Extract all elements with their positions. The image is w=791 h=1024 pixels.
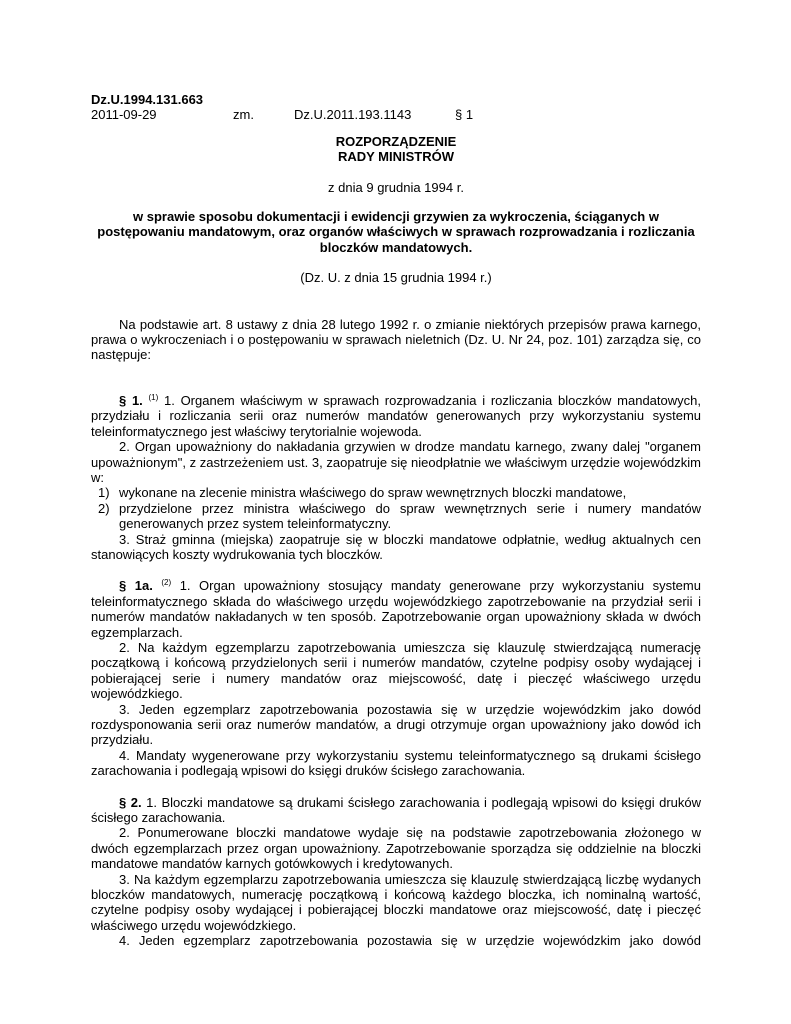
list-item-text: wykonane na zlecenie ministra właściwego do spraw wewnętrznych bloczki mandatowe, (119, 485, 627, 501)
list-item-text: przydzielone przez ministra właściwego do spraw wewnętrznych serie i numery mandatów generowanych przez system teleinformatyczny. (119, 500, 701, 532)
section-2-paragraph-3: 3. Na każdym egzemplarzu zapotrzebowania umieszcza się klauzulę stwierdzającą liczbę wydanych bloczków mandatowych, numerację początkową i końcową każdego bloczka, ich nominalną wartość, czytelne podpisy osoby wydającej i pobierającej bloczki mandatowe oraz miejscowość, datę i pieczęć właściwego urzędu wojewódzkiego. (91, 871, 701, 933)
title-line-2: RADY MINISTRÓW (337, 149, 455, 165)
document-subject: w sprawie sposobu dokumentacji i ewidencji grzywien za wykroczenia, ściąganych w postępowaniu mandatowym, oraz organów właściwych w sprawach rozprowadzania i rozliczania bloczków mandatowych. (97, 209, 695, 255)
section-1a-label: § 1a. (119, 578, 153, 594)
section-1a-paragraph-4: 4. Mandaty wygenerowane przy wykorzystaniu systemu teleinformatycznego są drukami ścisłego zarachowania i podlegają wpisowi do księgi druków ścisłego zarachowania. (91, 747, 701, 779)
section-1-text-1: 1. Organem właściwym w sprawach rozprowadzania i rozliczania bloczków mandatowych, przydziału i rozliczania serii oraz numerów mandatów generowanych przy wykorzystaniu systemu teleinformatycznego jest właściwy terytorialnie wojewoda. (91, 392, 701, 439)
section-1-label: § 1. (119, 392, 143, 408)
section-1-paragraph-1 (91, 393, 701, 439)
document-title (91, 134, 701, 165)
section-1 (91, 393, 701, 562)
preamble: Na podstawie art. 8 ustawy z dnia 28 lutego 1992 r. o zmianie niektórych przepisów prawa karnego, prawa o wykroczeniach i o postępowaniu w sprawach nieletnich (Dz. U. Nr 24, poz. 101) zarządza się, co następuje: (91, 316, 701, 363)
list-item (91, 485, 701, 500)
section-1a (91, 578, 701, 778)
list-item-number: 1) (98, 485, 110, 501)
journal-reference: Dz.U.1994.131.663 (91, 92, 204, 107)
section-1-paragraph-2: 2. Organ upoważniony do nakładania grzywien w drodze mandatu karnego, zwany dalej "organem upoważnionym", z zastrzeżeniem ust. 3, zaopatruje się nieodpłatnie we właściwym urzędzie wojewódzkim w: (91, 439, 701, 485)
publication-note: (Dz. U. z dnia 15 grudnia 1994 r.) (300, 270, 492, 286)
section-1-paragraph-3: 3. Straż gminna (miejska) zaopatruje się w bloczki mandatowe odpłatnie, według aktualnych cen stanowiących koszty wydrukowania tych bloczków. (91, 531, 701, 562)
amendment-date: 2011-09-29 (91, 107, 157, 123)
section-2-paragraph-2: 2. Ponumerowane bloczki mandatowe wydaje się na podstawie zapotrzebowania złożonego w dwóch egzemplarzach przez organ upoważniony. Zapotrzebowanie sporządza się oddzielnie na bloczki mandatowe mandatów karnych gotówkowych i kredytowanych. (91, 825, 701, 872)
amendment-row (91, 107, 701, 122)
section-1a-paragraph-2: 2. Na każdym egzemplarzu zapotrzebowania umieszcza się klauzulę stwierdzającą numerację początkową i końcową przydzielonych serii i numerów mandatów, czytelne podpisy osoby wydającej i pobierającej serie i numery mandatów oraz miejscowość, datę i pieczęć właściwego urzędu wojewódzkiego. (91, 639, 701, 702)
amendment-section: § 1 (455, 107, 474, 123)
issue-date: z dnia 9 grudnia 1994 r. (328, 179, 464, 195)
section-2-text-1: 1. Bloczki mandatowe są drukami ścisłego zarachowania i podlegają wpisowi do księgi druków ścisłego zarachowania. (91, 794, 701, 826)
section-1-list (91, 485, 701, 531)
amendment-label: zm. (233, 107, 254, 123)
section-2-label: § 2. (119, 794, 142, 810)
footnote-1-marker[interactable]: (1) (148, 392, 159, 402)
section-1a-paragraph-1 (91, 578, 701, 640)
footnote-2-marker[interactable]: (2) (161, 578, 172, 588)
list-item-number: 2) (98, 500, 110, 516)
document-header (91, 92, 701, 123)
section-2-paragraph-1 (91, 795, 701, 826)
list-item (91, 501, 701, 532)
title-line-1: ROZPORZĄDZENIE (335, 133, 457, 149)
section-1a-text-1: 1. Organ upoważniony stosujący mandaty generowane przy wykorzystaniu systemu teleinformatycznego składa do właściwego urzędu wojewódzkiego zapotrzebowanie na przydział serii i numerów mandatów nakładanych w ten sposób. Zapotrzebowanie organ upoważniony składa w dwóch egzemplarzach. (91, 578, 701, 640)
section-1a-paragraph-3: 3. Jeden egzemplarz zapotrzebowania pozostawia się w urzędzie wojewódzkim jako dowód rozdysponowania serii oraz numerów mandatów, a drugi otrzymuje organ upoważniony jako dowód ich przydziału. (91, 701, 701, 748)
amendment-reference: Dz.U.2011.193.1143 (294, 107, 412, 123)
section-2-paragraph-4: 4. Jeden egzemplarz zapotrzebowania pozostawia się w urzędzie wojewódzkim jako dowód (119, 933, 701, 949)
document-page (91, 92, 701, 949)
section-2 (91, 795, 701, 949)
